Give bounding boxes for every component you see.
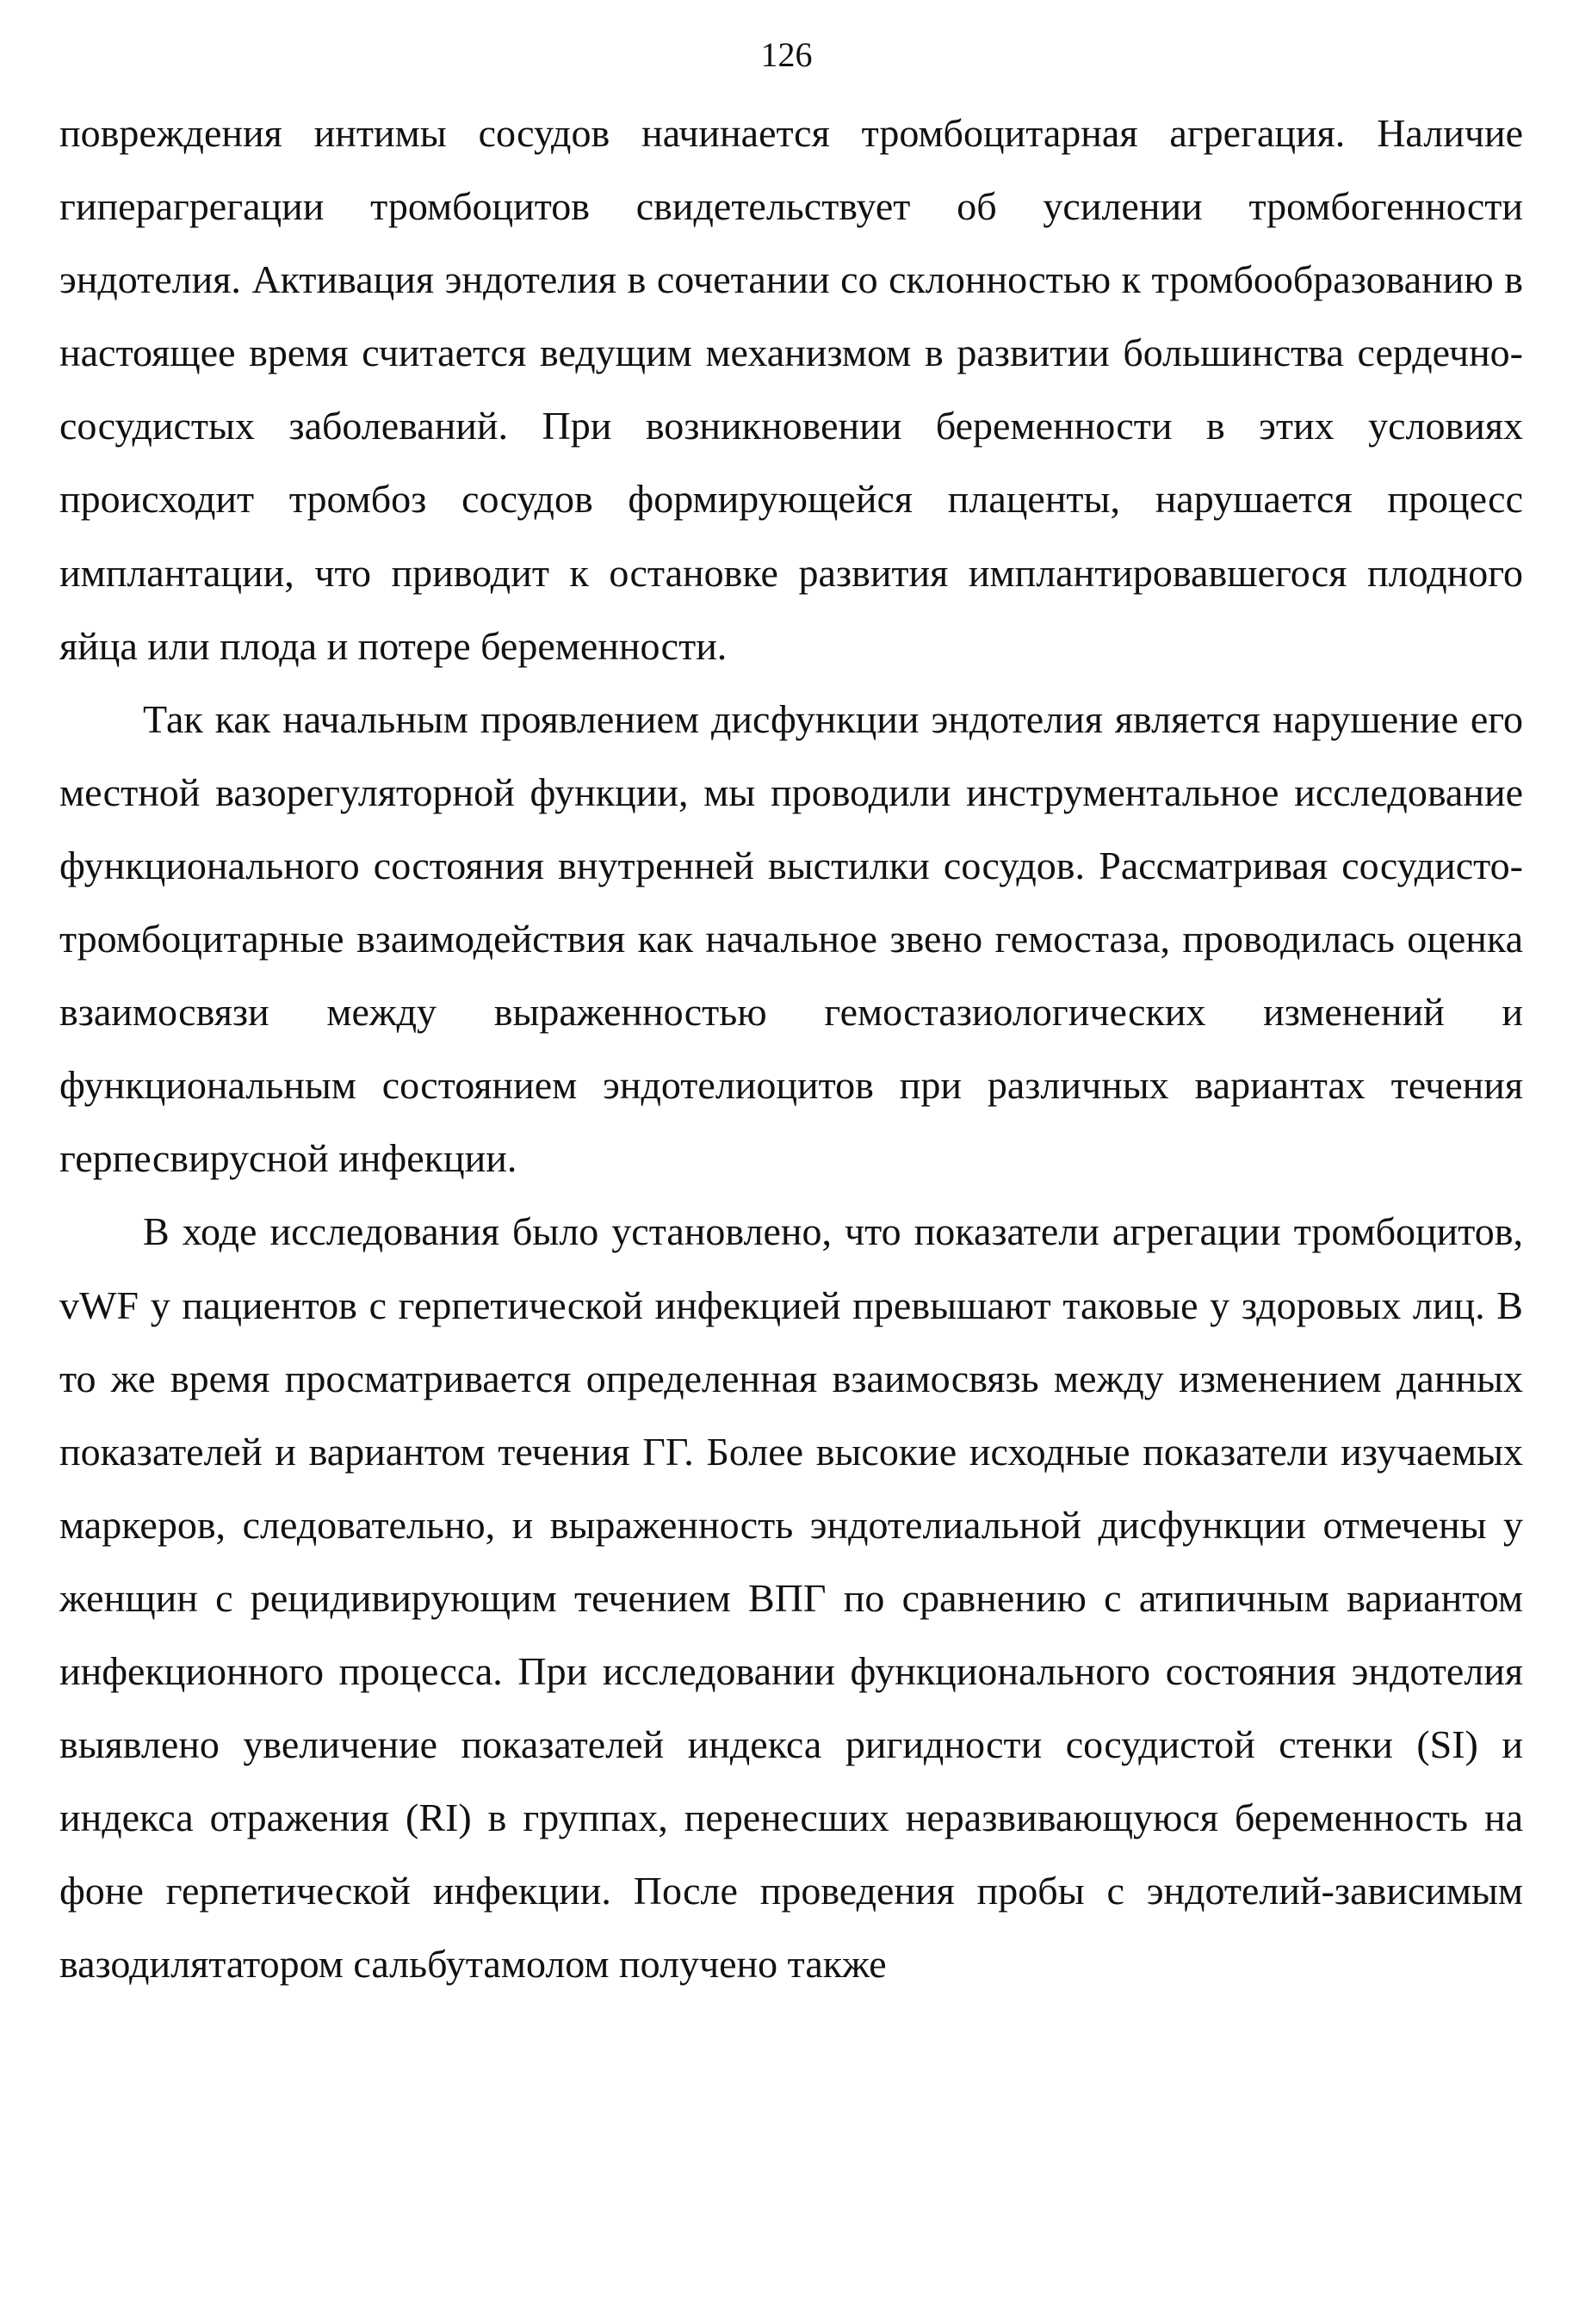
document-body (59, 96, 1523, 2000)
paragraph-3: В ходе исследования было установлено, что показатели агрегации тромбоцитов, vWF у пациентов с герпетической инфекцией превышают таковые у здоровых лиц. В то же время просматривается определенная взаимосвязь между изменением данных показателей и вариантом течения ГГ. Более высокие исходные показатели изучаемых маркеров, следовательно, и выраженность эндотелиальной дисфункции отмечены у женщин с рецидивирующим течением ВПГ по сравнению с атипичным вариантом инфекционного процесса. При исследовании функционального состояния эндотелия выявлено увеличение показателей индекса ригидности сосудистой стенки (SI) и индекса отражения (RI) в группах, перенесших неразвивающуюся беременность на фоне герпетической инфекции. После проведения пробы с эндотелий-зависимым вазодилятатором сальбутамолом получено также (59, 1209, 1523, 1987)
paragraph-1: повреждения интимы сосудов начинается тромбоцитарная агрегация. Наличие гиперагрегации тромбоцитов свидетельствует об усилении тромбогенности эндотелия. Активация эндотелия в сочетании со склонностью к тромбообразованию в настоящее время считается ведущим механизмом в развитии большинства сердечно-сосудистых заболеваний. При возникновении беременности в этих условиях происходит тромбоз сосудов формирующейся плаценты, нарушается процесс имплантации, что приводит к остановке развития имплантировавшегося плодного яйца или плода и потере беременности. (59, 111, 1523, 668)
paragraph-2: Так как начальным проявлением дисфункции эндотелия является нарушение его местной вазорегуляторной функции, мы проводили инструментальное исследование функционального состояния внутренней выстилки сосудов. Рассматривая сосудисто-тромбоцитарные взаимодействия как начальное звено гемостаза, проводилась оценка взаимосвязи между выраженностью гемостазиологических изменений и функциональным состоянием эндотелиоцитов при различных вариантах течения герпесвирусной инфекции. (59, 696, 1523, 1181)
page-number: 126 (760, 35, 813, 74)
